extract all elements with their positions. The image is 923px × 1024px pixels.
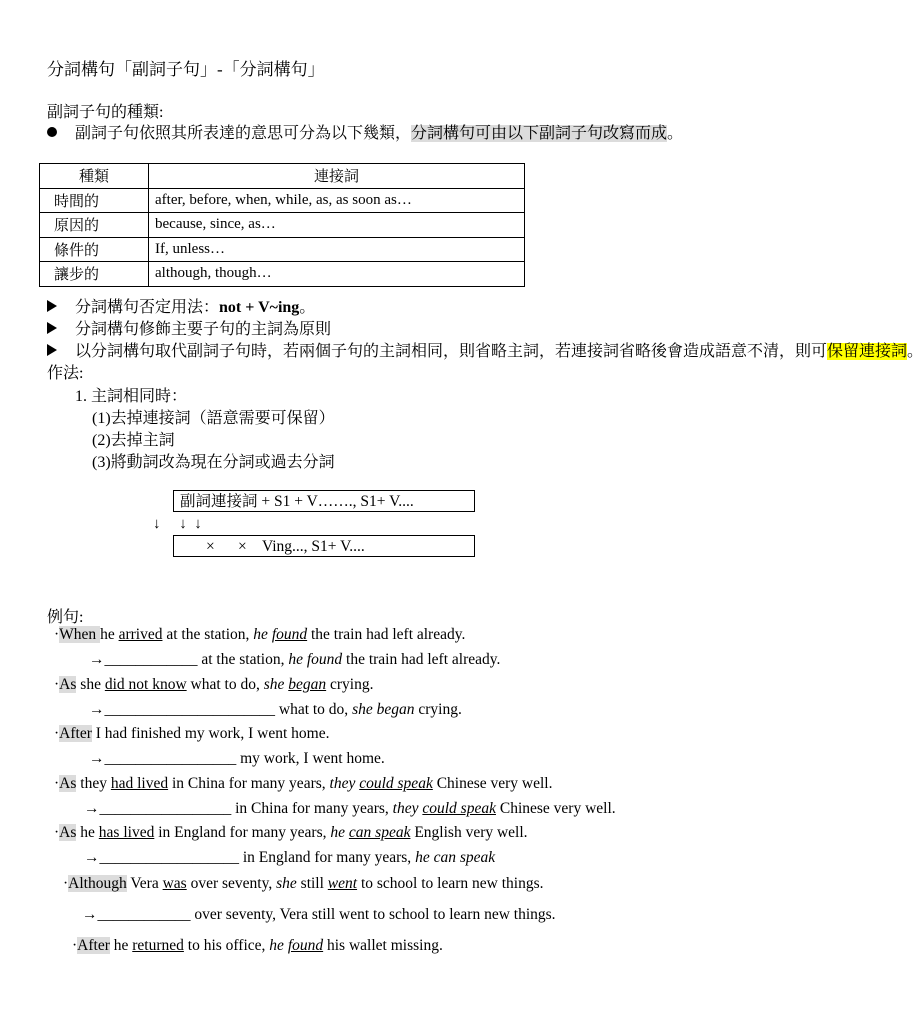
table-row — [40, 237, 525, 262]
example-sentence: ·As he has lived in England for many years, he can speak English very well. — [54, 824, 528, 841]
example-rewrite: →_________________ in China for many years, they could speak Chinese very well. — [84, 800, 616, 817]
page-title: 分詞構句「副詞子句」-「分詞構句」 — [47, 60, 325, 79]
table-header-row — [40, 164, 525, 189]
example-sentence: ·When he arrived at the station, he found the train had left already. — [54, 626, 466, 643]
highlight-text: 分詞構句可由以下副詞子句改寫而成 — [411, 125, 668, 142]
arrow-bullet-icon — [47, 322, 57, 334]
point-subject: 分詞構句修飾主要子句的主詞為原則 — [47, 316, 331, 339]
formula-box-result: × × Ving..., S1+ V.... — [173, 535, 475, 557]
conjunction-table — [39, 163, 525, 287]
formula-arrows: ↓ ↓ ↓ — [153, 516, 202, 532]
example-sentence: ·As they had lived in China for many years, they could speak Chinese very well. — [54, 775, 553, 792]
arrow-bullet-icon — [47, 344, 57, 356]
substep: (2)去掉主詞 — [92, 432, 175, 449]
point-conjunction: 以分詞構句取代副詞子句時，若兩個子句的主詞相同，則省略主詞，若連接詞省略後會造成語意不清，則可保留連接詞。 — [47, 338, 923, 361]
example-sentence: ·After I had finished my work, I went home. — [54, 725, 330, 742]
arrow-bullet-icon — [47, 300, 57, 312]
method-label: 作法: — [47, 365, 84, 382]
example-sentence: ·After he returned to his office, he found his wallet missing. — [72, 937, 443, 954]
formula-box-original: 副詞連接詞 + S1 + V……., S1+ V.... — [173, 490, 475, 512]
example-rewrite: →______________________ what to do, she began crying. — [89, 701, 462, 718]
bullet-dot-icon — [47, 127, 57, 137]
table-row — [40, 188, 525, 213]
table-row — [40, 213, 525, 238]
bullet-intro: 副詞子句依照其所表達的意思可分為以下幾類，分詞構句可由以下副詞子句改寫而成。 — [47, 120, 683, 143]
table-cell: after, before, when, while, as, as soon as… — [149, 188, 525, 213]
table-header: 種類 — [40, 164, 149, 189]
table-row — [40, 262, 525, 287]
table-cell: because, since, as… — [149, 213, 525, 238]
section-heading: 副詞子句的種類: — [47, 104, 164, 121]
step-1: 1. 主詞相同時： — [75, 388, 188, 405]
table-cell: 讓步的 — [40, 262, 149, 287]
example-rewrite: →____________ at the station, he found the train had left already. — [89, 651, 501, 668]
example-rewrite: →__________________ in England for many years, he can speak — [84, 849, 496, 866]
table-cell: 原因的 — [40, 213, 149, 238]
substep: (3)將動詞改為現在分詞或過去分詞 — [92, 454, 335, 471]
example-rewrite: →_________________ my work, I went home. — [89, 750, 385, 767]
example-sentence: ·Although Vera was over seventy, she still went to school to learn new things. — [63, 875, 544, 892]
table-header: 連接詞 — [149, 164, 525, 189]
table-cell: 時間的 — [40, 188, 149, 213]
table-cell: 條件的 — [40, 237, 149, 262]
table-cell: although, though… — [149, 262, 525, 287]
highlight-text: 保留連接詞 — [827, 343, 908, 360]
example-sentence: ·As she did not know what to do, she began crying. — [54, 676, 374, 693]
table-cell: If, unless… — [149, 237, 525, 262]
example-label: 例句: — [47, 609, 84, 626]
point-negative: 分詞構句否定用法：not + V~ing。 — [47, 294, 315, 317]
example-rewrite: →____________ over seventy, Vera still went to school to learn new things. — [82, 906, 556, 923]
substep: (1)去掉連接詞（語意需要可保留） — [92, 410, 335, 427]
